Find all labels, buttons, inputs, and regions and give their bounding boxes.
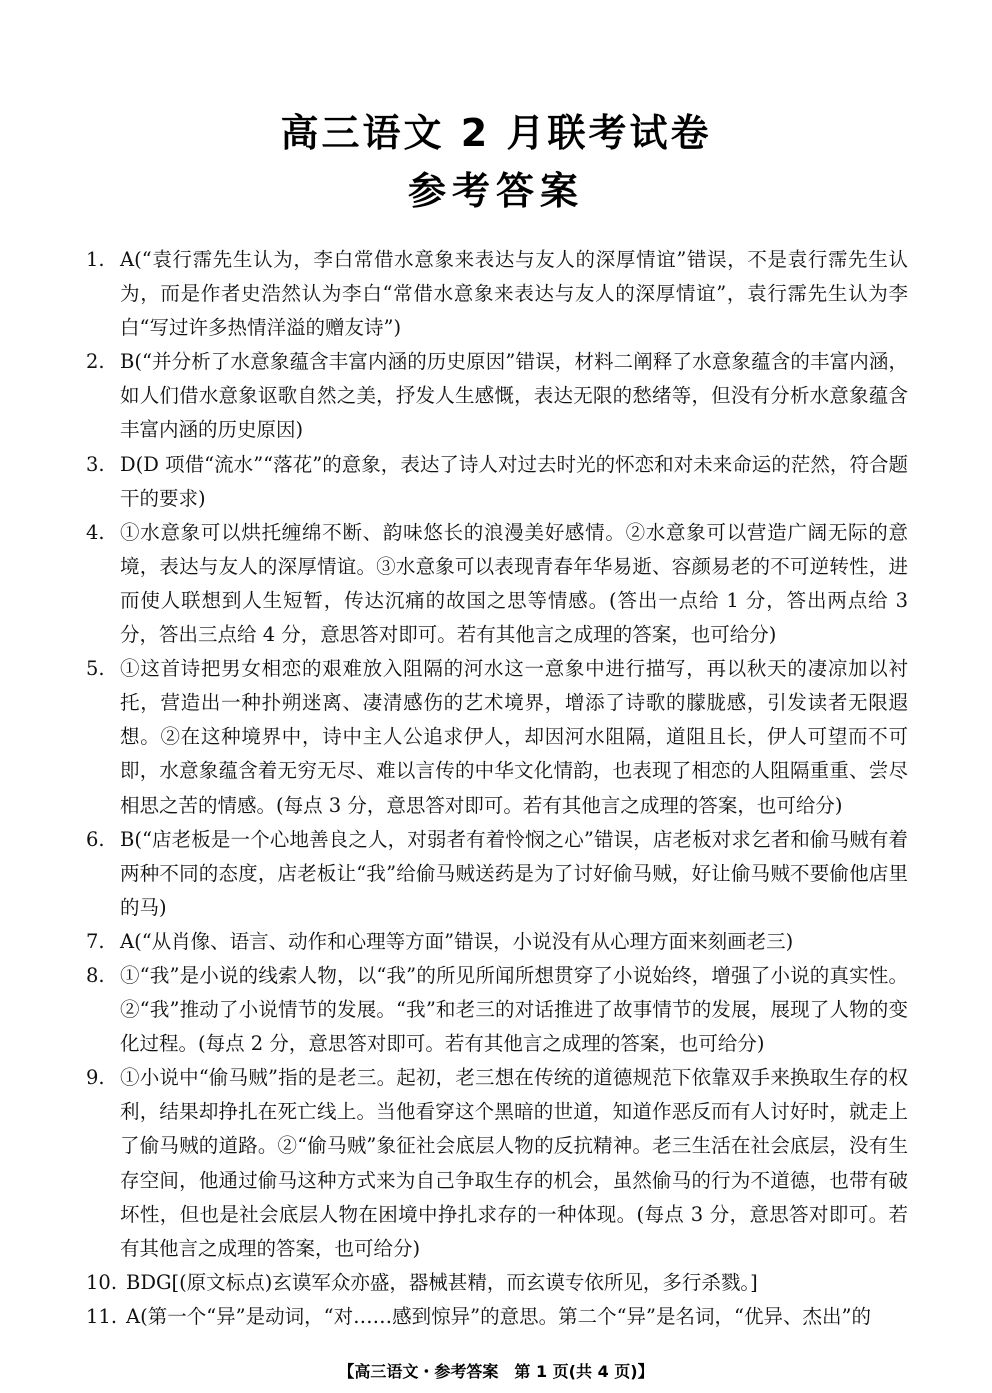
answer-item-8 bbox=[86, 959, 908, 1061]
exam-title: 高三语文 2 月联考试卷 bbox=[280, 111, 712, 155]
answer-item-9 bbox=[86, 1061, 908, 1266]
answer-item-11 bbox=[86, 1300, 908, 1334]
answer-number: 1. bbox=[86, 248, 105, 271]
page-footer: 【高三语文・参考答案 第 1 页(共 4 页)】 bbox=[338, 1362, 654, 1381]
answer-key-subtitle: 参考答案 bbox=[407, 169, 584, 213]
answer-text: D(D 项借“流水”“落花”的意象，表达了诗人对过去时光的怀恋和对未来命运的茫然，符合题干的要求) bbox=[120, 452, 908, 510]
answer-item-4 bbox=[86, 516, 908, 652]
answer-number: 8. bbox=[86, 963, 105, 987]
answer-number: 10. bbox=[86, 1270, 118, 1294]
answer-number: 6. bbox=[86, 827, 105, 851]
answer-number: 7. bbox=[86, 929, 105, 953]
answer-item-6 bbox=[86, 823, 908, 925]
answer-text: B(“并分析了水意象蕴含丰富内涵的历史原因”错误，材料二阐释了水意象蕴含的丰富内涵，如人们借水意象讴歌自然之美，抒发人生感慨，表达无限的愁绪等，但没有分析水意象蕴含丰富内涵的历史原因) bbox=[120, 350, 908, 442]
answer-number: 3. bbox=[86, 452, 105, 476]
answer-item-7 bbox=[86, 925, 908, 959]
answer-item-5 bbox=[86, 652, 908, 822]
answer-text: ①小说中“偷马贼”指的是老三。起初，老三想在传统的道德规范下依靠双手来换取生存的权利，结果却挣扎在死亡线上。当他看穿这个黑暗的世道，知道作恶反而有人讨好时，就走上了偷马贼的道路。②“偷马贼”象征社会底层人物的反抗精神。老三生活在社会底层，没有生存空间，他通过偷马这种方式来为自己争取生存的机会，虽然偷马的行为不道德，也带有破坏性，但也是社会底层人物在困境中挣扎求存的一种体现。(每点 3 分，意思答对即可。若有其他言之成理的答案，也可给分) bbox=[120, 1066, 908, 1260]
answer-text: BDG[(原文标点)玄谟军众亦盛，器械甚精，而玄谟专依所见，多行杀戮。] bbox=[126, 1270, 758, 1294]
answer-list bbox=[86, 243, 908, 1334]
answer-item-1 bbox=[86, 243, 908, 345]
answer-text: A(第一个“异”是动词，“对……感到惊异”的意思。第二个“异”是名词，“优异、杰出”的 bbox=[126, 1304, 871, 1328]
answer-text: ①这首诗把男女相恋的艰难放入阻隔的河水这一意象中进行描写，再以秋天的凄凉加以衬托，营造出一种扑朔迷离、凄清感伤的艺术境界，增添了诗歌的朦胧感，引发读者无限遐想。②在这种境界中，诗中主人公追求伊人，却因河水阻隔，道阻且长，伊人可望而不可即，水意象蕴含着无穷无尽、难以言传的中华文化情韵，也表现了相恋的人阻隔重重、尝尽相思之苦的情感。(每点 3 分，意思答对即可。若有其他言之成理的答案，也可给分) bbox=[120, 657, 908, 817]
answer-text: B(“店老板是一个心地善良之人，对弱者有着怜悯之心”错误，店老板对求乞者和偷马贼有着两种不同的态度，店老板让“我”给偷马贼送药是为了讨好偷马贼，好让偷马贼不要偷他店里的马) bbox=[120, 827, 908, 919]
answer-item-2 bbox=[86, 345, 908, 447]
answer-number: 11. bbox=[86, 1304, 118, 1328]
answer-item-3 bbox=[86, 448, 908, 516]
answer-item-10 bbox=[86, 1266, 908, 1300]
answer-number: 4. bbox=[86, 520, 105, 544]
answer-text: ①“我”是小说的线索人物，以“我”的所见所闻所想贯穿了小说始终，增强了小说的真实性。②“我”推动了小说情节的发展。“我”和老三的对话推进了故事情节的发展，展现了人物的变化过程。(每点 2 分，意思答对即可。若有其他言之成理的答案，也可给分) bbox=[120, 963, 908, 1056]
answer-text: A(“袁行霈先生认为，李白常借水意象来表达与友人的深厚情谊”错误，不是袁行霈先生认为，而是作者史浩然认为李白“常借水意象来表达与友人的深厚情谊”，袁行霈先生认为李白“写过许多热情洋溢的赠友诗”) bbox=[120, 248, 908, 340]
answer-number: 5. bbox=[86, 657, 105, 681]
answer-text: ①水意象可以烘托缠绵不断、韵味悠长的浪漫美好感情。②水意象可以营造广阔无际的意境，表达与友人的深厚情谊。③水意象可以表现青春年华易逝、容颜易老的不可逆转性，进而使人联想到人生短暂，传达沉痛的故国之思等情感。(答出一点给 1 分，答出两点给 3 分，答出三点给 4 分，意思答对即可。若有其他言之成理的答案，也可给分) bbox=[120, 520, 908, 647]
answer-number: 2. bbox=[86, 350, 105, 374]
answer-text: A(“从肖像、语言、动作和心理等方面”错误，小说没有从心理方面来刻画老三) bbox=[120, 929, 794, 953]
answer-number: 9. bbox=[86, 1066, 105, 1090]
